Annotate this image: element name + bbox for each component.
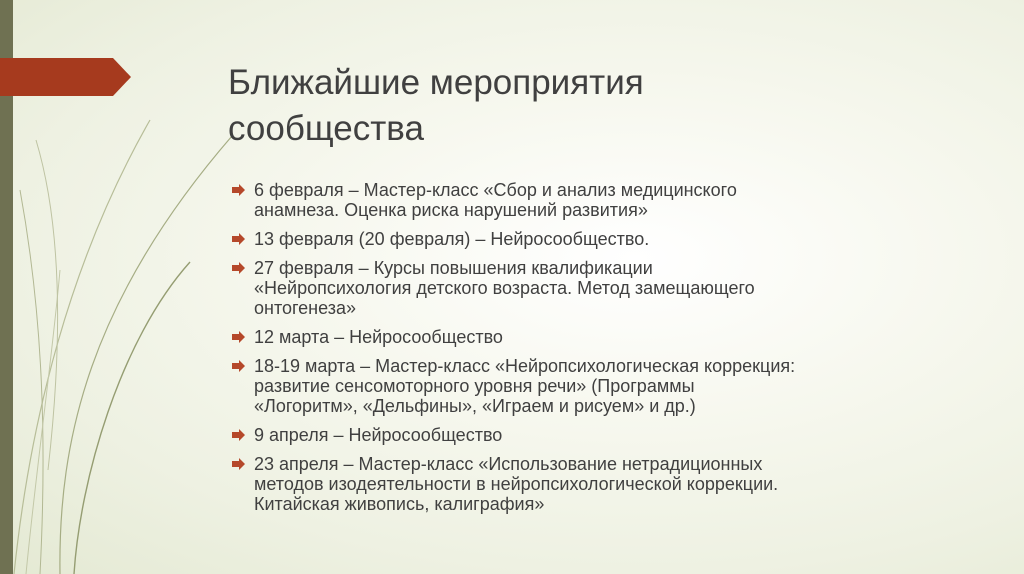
title-line-1: Ближайшие мероприятия bbox=[228, 63, 644, 102]
list-item-line: методов изодеятельности в нейропсихологической коррекции. bbox=[254, 474, 779, 494]
list-item-line: Китайская живопись, калиграфия» bbox=[254, 494, 545, 514]
list-item bbox=[232, 327, 972, 347]
list-item-line: 27 февраля – Курсы повышения квалификации bbox=[254, 258, 653, 278]
list-item-line: анамнеза. Оценка риска нарушений развития» bbox=[254, 200, 648, 220]
arrow-bullet-icon bbox=[232, 331, 245, 343]
arrow-bullet-icon bbox=[232, 458, 245, 470]
list-item bbox=[232, 425, 972, 445]
title-accent-tab bbox=[0, 58, 131, 96]
list-item-line: 23 апреля – Мастер-класс «Использование нетрадиционных bbox=[254, 454, 763, 474]
events-list bbox=[232, 180, 972, 523]
title-line-2: сообщества bbox=[228, 109, 424, 148]
list-item bbox=[232, 454, 972, 514]
list-item-line: 18-19 марта – Мастер-класс «Нейропсихологическая коррекция: bbox=[254, 356, 796, 376]
list-item-line: развитие сенсомоторного уровня речи» (Программы bbox=[254, 376, 695, 396]
arrow-bullet-icon bbox=[232, 184, 245, 196]
list-item-line: 12 марта – Нейросообщество bbox=[254, 327, 503, 347]
arrow-bullet-icon bbox=[232, 360, 245, 372]
list-item-line: 6 февраля – Мастер-класс «Сбор и анализ медицинского bbox=[254, 180, 737, 200]
arrow-bullet-icon bbox=[232, 429, 245, 441]
list-item bbox=[232, 229, 972, 249]
list-item-line: онтогенеза» bbox=[254, 298, 357, 318]
arrow-bullet-icon bbox=[232, 262, 245, 274]
list-item-line: 13 февраля (20 февраля) – Нейросообщество. bbox=[254, 229, 650, 249]
list-item-line: 9 апреля – Нейросообщество bbox=[254, 425, 503, 445]
slide-title bbox=[228, 60, 928, 152]
list-item-line: «Нейропсихология детского возраста. Метод замещающего bbox=[254, 278, 755, 298]
list-item bbox=[232, 356, 972, 416]
arrow-bullet-icon bbox=[232, 233, 245, 245]
list-item bbox=[232, 258, 972, 318]
list-item-line: «Логоритм», «Дельфины», «Играем и рисуем» и др.) bbox=[254, 396, 696, 416]
list-item bbox=[232, 180, 972, 220]
